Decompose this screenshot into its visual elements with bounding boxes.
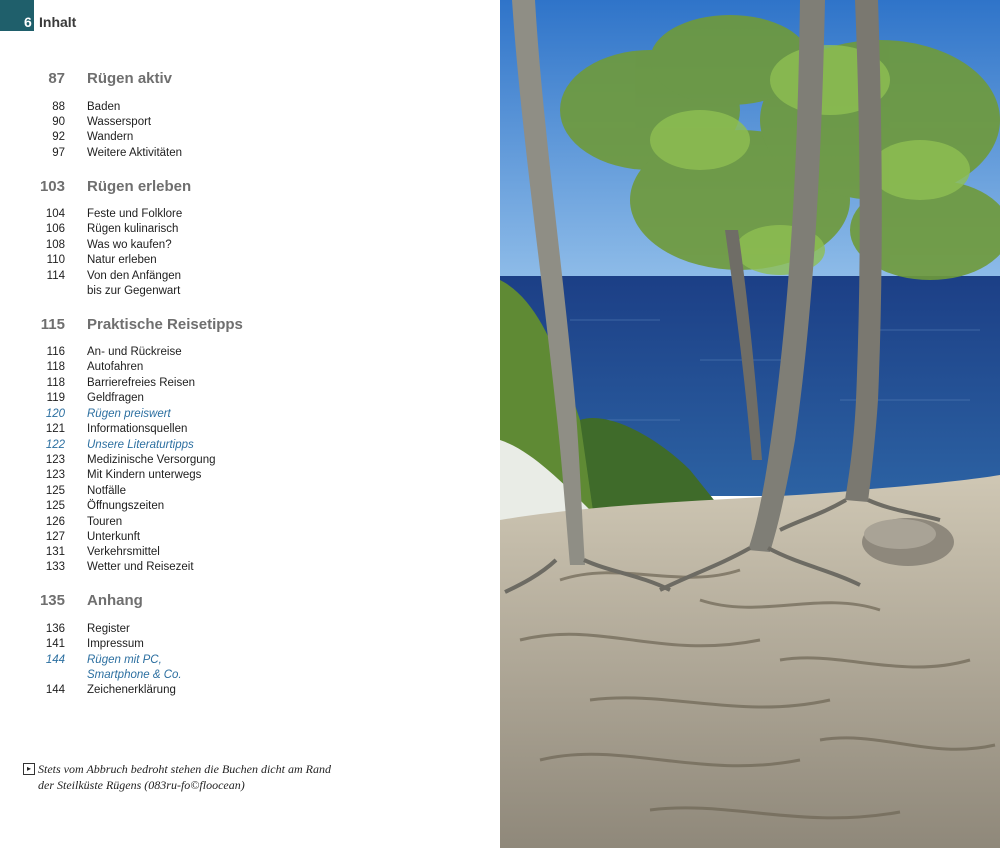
toc-entry[interactable]: Baden (87, 101, 121, 113)
toc-entry[interactable]: An- und Rückreise (87, 346, 182, 358)
toc-entry-continued[interactable]: Smartphone & Co. (87, 669, 182, 681)
entry-page-number: 144 (45, 684, 65, 696)
toc-entry[interactable]: Öffnungszeiten (87, 500, 165, 512)
toc-entry[interactable]: Impressum (87, 638, 144, 650)
caption-line: Stets vom Abbruch bedroht stehen die Buchen dicht am Rand (38, 762, 331, 776)
entry-page-number: 123 (45, 454, 65, 466)
section-title[interactable]: Rügen aktiv (87, 70, 173, 87)
entry-page-number: 126 (45, 516, 65, 528)
toc-entry[interactable]: Wassersport (87, 116, 152, 128)
toc-entry[interactable]: Natur erleben (87, 254, 157, 266)
toc-entry-continued[interactable]: bis zur Gegenwart (87, 285, 181, 297)
entry-page-number: 118 (46, 377, 65, 389)
section-title[interactable]: Anhang (87, 592, 143, 609)
toc-entry[interactable]: Was wo kaufen? (87, 239, 172, 251)
entry-page-number: 92 (52, 131, 65, 143)
section-page-number: 115 (40, 316, 65, 333)
toc-entry[interactable]: Register (87, 623, 130, 635)
toc-entry[interactable]: Weitere Aktivitäten (87, 147, 183, 159)
page-title: Inhalt (39, 14, 77, 30)
toc-entry[interactable]: Verkehrsmittel (87, 546, 160, 558)
toc-entry[interactable]: Barrierefreies Reisen (87, 377, 196, 389)
toc-entry-highlight[interactable]: Rügen mit PC, (87, 654, 162, 666)
cliff-beech-photo (500, 0, 1000, 848)
entry-page-number: 136 (45, 623, 65, 635)
toc-entry[interactable]: Wetter und Reisezeit (87, 561, 194, 573)
toc-entry[interactable]: Zeichenerklärung (87, 684, 176, 696)
entry-page-number: 125 (45, 500, 65, 512)
entry-page-number: 127 (45, 531, 65, 543)
section-title[interactable]: Praktische Reisetipps (87, 316, 243, 333)
entry-page-number: 108 (45, 239, 65, 251)
toc-entry[interactable]: Touren (87, 516, 123, 528)
toc-entry[interactable]: Von den Anfängen (87, 270, 182, 282)
entry-page-number: 90 (52, 116, 65, 128)
entry-page-number: 121 (45, 423, 65, 435)
entry-page-number: 123 (45, 469, 65, 481)
arrow-right-icon: ▸ (23, 763, 35, 775)
entry-page-number: 110 (46, 254, 65, 266)
entry-page-number: 106 (45, 223, 65, 235)
toc-entry[interactable]: Rügen kulinarisch (87, 223, 179, 235)
toc-entry[interactable]: Notfälle (87, 485, 126, 497)
caption-line: der Steilküste Rügens (083ru-fo©floocean) (38, 778, 245, 792)
section-page-number: 103 (39, 178, 65, 195)
entry-page-number: 119 (46, 392, 65, 404)
entry-page-number: 131 (45, 546, 65, 558)
photo-caption (26, 761, 368, 793)
entry-page-number: 122 (45, 439, 65, 451)
toc-entry[interactable]: Unterkunft (87, 531, 141, 543)
entry-page-number: 141 (45, 638, 65, 650)
entry-page-number: 104 (45, 208, 65, 220)
toc-entry[interactable]: Geldfragen (87, 392, 144, 404)
toc-entry-highlight[interactable]: Unsere Literaturtipps (87, 439, 194, 451)
entry-page-number: 133 (45, 561, 65, 573)
section-page-number: 87 (48, 70, 65, 87)
entry-page-number: 114 (46, 270, 65, 282)
entry-page-number: 120 (45, 408, 65, 420)
entry-page-number: 116 (46, 346, 65, 358)
page-number: 6 (24, 14, 32, 30)
section-page-number: 135 (39, 592, 65, 609)
toc-entry[interactable]: Wandern (87, 131, 134, 143)
entry-page-number: 144 (45, 654, 65, 666)
toc-entry[interactable]: Feste und Folklore (87, 208, 183, 220)
toc-entry[interactable]: Mit Kindern unterwegs (87, 469, 202, 481)
entry-page-number: 125 (45, 485, 65, 497)
toc-entry[interactable]: Autofahren (87, 361, 144, 373)
entry-page-number: 88 (52, 101, 65, 113)
entry-page-number: 97 (52, 147, 65, 159)
toc-entry[interactable]: Medizinische Versorgung (87, 454, 216, 466)
entry-page-number: 118 (46, 361, 65, 373)
section-title[interactable]: Rügen erleben (87, 178, 192, 195)
toc-entry-highlight[interactable]: Rügen preiswert (87, 408, 171, 420)
toc-entry[interactable]: Informationsquellen (87, 423, 188, 435)
